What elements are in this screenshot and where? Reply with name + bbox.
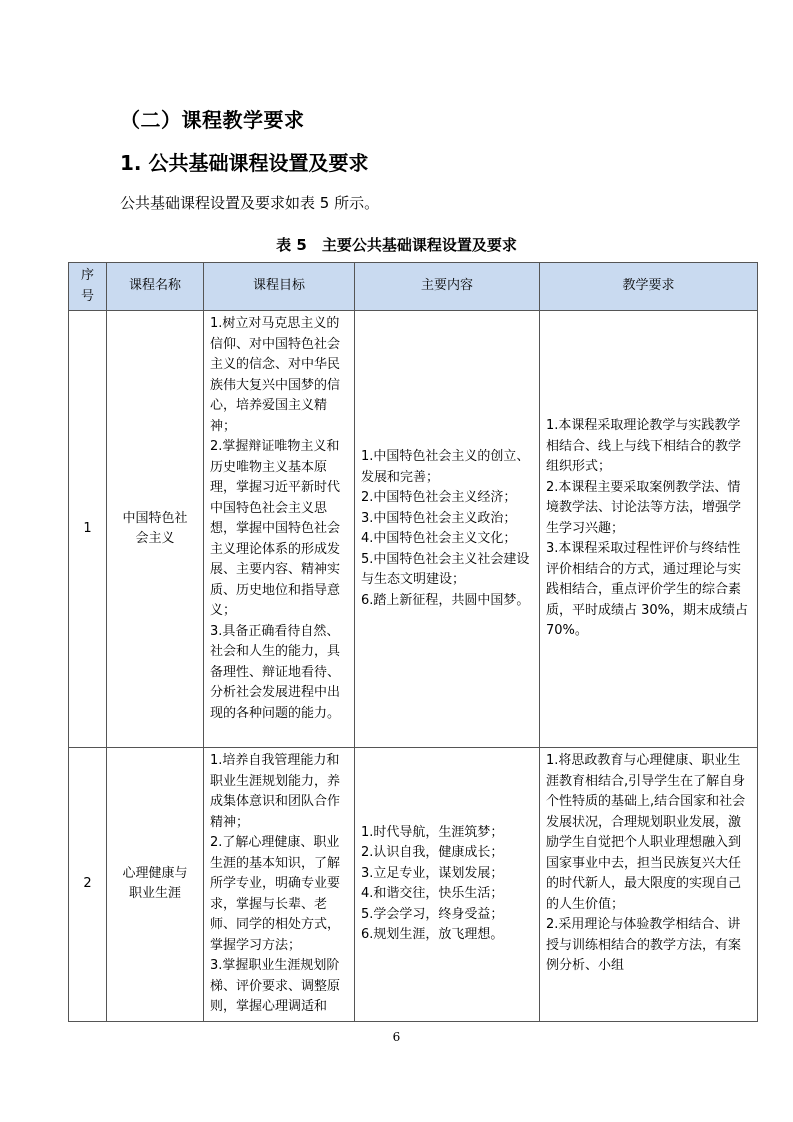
content-item: 4.和谐交往，快乐生活； <box>361 886 504 902</box>
content-item: 6.踏上新征程，共圆中国梦。 <box>361 592 530 608</box>
goal-item: 1.培养自我管理能力和职业生涯规划能力，养成集体意识和团队合作精神； <box>210 753 341 830</box>
page-number: 6 <box>392 1030 401 1044</box>
teaching-requirements <box>540 311 758 748</box>
requirement-item: 2.采用理论与体验教学相结合、讲授与训练相结合的教学方法，有案例分析、小组 <box>546 917 742 973</box>
course-name: 中国特色社会主义 <box>107 311 204 748</box>
content-item: 2.中国特色社会主义经济； <box>361 490 517 505</box>
content-item: 4.中国特色社会主义文化； <box>361 531 517 546</box>
header-number: 序号 <box>69 263 107 311</box>
course-name: 心理健康与职业生涯 <box>107 748 204 1022</box>
row-number: 1 <box>69 311 107 748</box>
goal-item: 3.掌握职业生涯规划阶梯、评价要求、调整原则，掌握心理调适和 <box>210 958 341 1014</box>
content-item: 6.规划生涯，放飞理想。 <box>361 927 504 943</box>
header-teaching-requirements: 教学要求 <box>540 263 758 311</box>
row-number: 2 <box>69 748 107 1022</box>
header-main-content: 主要内容 <box>355 263 540 311</box>
course-goals <box>204 748 355 1022</box>
content-item: 2.认识自我，健康成长； <box>361 845 504 861</box>
course-table <box>68 262 758 1022</box>
content-item: 5.学会学习，终身受益； <box>361 906 504 922</box>
requirement-item: 3.本课程采取过程性评价与终结性评价相结合的方式，通过理论与实践相结合，重点评价学生的综合素质，平时成绩占 30%，期末成绩占 70%。 <box>546 541 749 639</box>
goal-item: 3.具备正确看待自然、社会和人生的能力，具备理性、辩证地看待、分析社会发展进程中出现的各种问题的能力。 <box>210 623 341 721</box>
content-item: 5.中国特色社会主义社会建设与生态文明建设； <box>361 551 530 587</box>
goal-item: 2.掌握辩证唯物主义和历史唯物主义基本原理，掌握习近平新时代中国特色社会主义思想，掌握中国特色社会主义理论体系的形成发展、主要内容、精神实质、历史地位和指导意义； <box>210 439 341 618</box>
subsection-heading: 1. 公共基础课程设置及要求 <box>120 151 369 175</box>
content-item: 1.时代导航，生涯筑梦； <box>361 824 504 840</box>
table-header-row <box>69 263 758 311</box>
table-row <box>69 748 758 1022</box>
header-course-name: 课程名称 <box>107 263 204 311</box>
main-content <box>355 748 540 1022</box>
content-item: 1.中国特色社会主义的创立、发展和完善； <box>361 449 530 485</box>
main-content <box>355 311 540 748</box>
teaching-requirements <box>540 748 758 1022</box>
table-row <box>69 311 758 748</box>
requirement-item: 2.本课程主要采取案例教学法、情境教学法、讨论法等方法，增强学生学习兴趣； <box>546 479 742 536</box>
goal-item: 2.了解心理健康、职业生涯的基本知识，了解所学专业，明确专业要求，掌握与长辈、老师、同学的相处方式，掌握学习方法； <box>210 835 341 953</box>
intro-paragraph: 公共基础课程设置及要求如表 5 所示。 <box>120 194 380 212</box>
section-heading: （二）课程教学要求 <box>120 108 305 132</box>
table-caption: 表 5 主要公共基础课程设置及要求 <box>276 236 517 254</box>
header-course-goals: 课程目标 <box>204 263 355 311</box>
content-item: 3.中国特色社会主义政治； <box>361 510 517 526</box>
goal-item: 1.树立对马克思主义的信仰、对中国特色社会主义的信念、对中华民族伟大复兴中国梦的信心，培养爱国主义精神； <box>210 316 341 434</box>
content-item: 3.立足专业，谋划发展； <box>361 865 504 881</box>
requirement-item: 1.本课程采取理论教学与实践教学相结合、线上与线下相结合的教学组织形式； <box>546 418 742 475</box>
requirement-item: 1.将思政教育与心理健康、职业生涯教育相结合,引导学生在了解自身个性特质的基础上,结合国家和社会发展状况，合理规划职业发展，激励学生自觉把个人职业理想融入到国家事业中去，担当民族复兴大任的时代新人，最大限度的实现自己的人生价值； <box>546 753 746 912</box>
course-goals <box>204 311 355 748</box>
